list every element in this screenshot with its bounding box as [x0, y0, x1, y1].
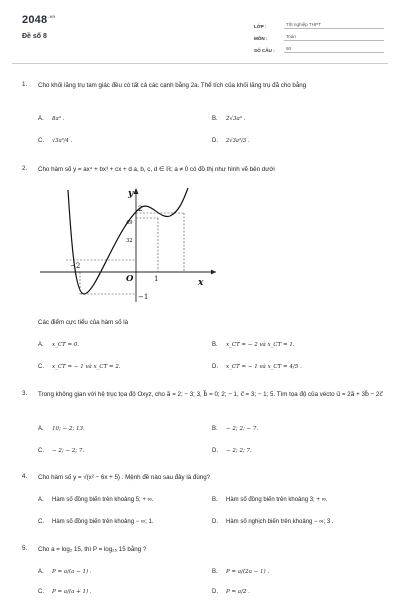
option-text: P = a/(a − 1) . [52, 569, 92, 575]
option-letter: A. [38, 426, 44, 432]
question-4 [22, 473, 384, 482]
option-letter: C. [38, 138, 44, 144]
option-text: − 2; 2; − 7. [226, 426, 259, 432]
question-number: 4. [22, 473, 28, 480]
question-number: 5. [22, 545, 28, 552]
meta-label: LỚP : [254, 24, 267, 29]
option-letter: B. [212, 569, 218, 575]
option-a[interactable] [38, 342, 79, 348]
meta-value: 50 [284, 46, 384, 53]
option-a[interactable] [38, 116, 64, 122]
option-letter: C. [38, 448, 44, 454]
option-letter: B. [212, 342, 218, 348]
option-text: P = a/(a + 1) . [52, 589, 92, 595]
option-d[interactable] [212, 519, 334, 525]
option-text: − 2; − 2; 7. [52, 448, 85, 454]
option-letter: A. [38, 342, 44, 348]
option-text: √3a³/4 . [52, 138, 73, 144]
x-axis-arrow [211, 270, 216, 275]
question-text: Cho khối lăng trụ tam giác đều có tất cả các cạnh bằng 2a. Thể tích của khối lăng trụ đã cho bằng [38, 82, 307, 89]
option-c[interactable] [38, 364, 121, 370]
tick-label-neg-2: −2 [70, 262, 81, 270]
option-c[interactable] [38, 519, 154, 525]
question-text: Cho a = log₂ 15, thì P = log₂₅ 15 bằng ? [38, 546, 147, 553]
option-c[interactable] [38, 448, 84, 454]
tick-label-1: 1 [154, 275, 159, 283]
option-text: 8a³ . [52, 116, 65, 122]
question-subtext: Các điểm cực tiểu của hàm số là [38, 319, 129, 326]
option-letter: A. [38, 569, 44, 575]
option-letter: D. [212, 519, 218, 525]
question-1 [22, 81, 384, 90]
option-text: x_CT = − 2 và x_CT = 1. [226, 342, 295, 348]
site-logo[interactable] [22, 14, 55, 26]
option-letter: C. [38, 519, 44, 525]
option-letter: A. [38, 116, 44, 122]
option-text: x_CT = 0. [52, 342, 80, 348]
option-a[interactable] [38, 497, 154, 503]
option-text: Hàm số đồng biến trên khoảng 3; + ∞. [226, 497, 328, 503]
option-b[interactable] [212, 116, 245, 122]
y-axis-label: y [128, 189, 134, 199]
x-axis-label: x [198, 278, 204, 288]
logo-suffix: .vn [48, 14, 56, 20]
option-c[interactable] [38, 138, 72, 144]
question-number: 2. [22, 165, 28, 172]
exam-meta [254, 18, 384, 54]
option-letter: C. [38, 589, 44, 595]
meta-row-subject [254, 30, 384, 41]
option-letter: D. [212, 448, 218, 454]
option-d[interactable] [212, 364, 302, 370]
option-text: − 2; 2; 7. [226, 448, 252, 454]
option-text: Hàm số đồng biến trên khoảng 5; + ∞. [52, 497, 154, 503]
question-number: 3. [22, 390, 28, 397]
origin-label: O [126, 274, 134, 284]
option-letter: B. [212, 497, 218, 503]
option-b[interactable] [212, 342, 295, 348]
question-number: 1. [22, 81, 28, 88]
option-letter: D. [212, 138, 218, 144]
tick-label-49: 49 [126, 220, 133, 226]
option-text: Hàm số đồng biến trên khoảng − ∞; 1. [52, 519, 154, 525]
option-b[interactable] [212, 426, 258, 432]
meta-label: MÔN : [254, 36, 268, 41]
question-text: Cho hàm số y = ax⁴ + bx³ + cx + d a, b, c, d ∈ ℝ; a ≠ 0 có đồ thị như hình vẽ bên dưới [38, 166, 275, 173]
meta-value: Tốt nghiệp THPT [284, 22, 384, 29]
option-d[interactable] [212, 448, 252, 454]
option-text: Hàm số nghịch biến trên khoảng − ∞; 3 . [226, 519, 334, 525]
option-letter: D. [212, 589, 218, 595]
option-letter: A. [38, 497, 44, 503]
question-text: Trong không gian với hệ trục tọa độ Oxyz, cho a⃗ = 2; − 3; 3, b⃗ = 0; 2; − 1, c⃗ = 3; − 1; 5. Tìm tọa độ của vécto u⃗ = 2a⃗ + 3b⃗ − 2c⃗ [38, 391, 383, 398]
meta-row-count [254, 42, 384, 53]
graph-svg [36, 184, 222, 304]
option-text: P = a/2 . [226, 589, 250, 595]
logo-text: 2048 [22, 14, 48, 26]
header-divider [12, 63, 388, 64]
tick-label-2: 2 [138, 205, 143, 213]
question-2-prompt [22, 318, 384, 327]
meta-value: Toán [284, 34, 384, 41]
option-d[interactable] [212, 138, 249, 144]
meta-label: SỐ CÂU : [254, 48, 275, 53]
option-b[interactable] [212, 497, 328, 503]
option-d[interactable] [212, 589, 250, 595]
function-graph [36, 184, 222, 304]
option-text: 2√3a³/3 . [226, 138, 250, 144]
option-letter: B. [212, 426, 218, 432]
question-text: Cho hàm số y = √(x² − 6x + 5) . Mệnh đề nào sau đây là đúng? [38, 474, 211, 481]
question-5 [22, 545, 384, 554]
exam-title: Đề số 8 [22, 33, 47, 40]
option-text: 2√3a³ . [226, 116, 246, 122]
page-header [0, 0, 400, 62]
option-text: 10; − 2; 13. [52, 426, 85, 432]
option-text: x_CT = − 1 và x_CT = 4/5 . [226, 364, 302, 370]
option-text: x_CT = − 1 và x_CT = 2. [52, 364, 121, 370]
option-text: P = a/(2a − 1) . [226, 569, 270, 575]
option-c[interactable] [38, 589, 92, 595]
question-2 [22, 165, 384, 174]
option-a[interactable] [38, 426, 85, 432]
question-3 [22, 390, 384, 399]
tick-label-neg-1: −1 [138, 293, 149, 301]
option-a[interactable] [38, 569, 92, 575]
y-axis-arrow [134, 188, 139, 194]
meta-row-class [254, 18, 384, 29]
option-letter: D. [212, 364, 218, 370]
option-letter: B. [212, 116, 218, 122]
tick-label-32: 32 [126, 238, 133, 244]
option-b[interactable] [212, 569, 269, 575]
option-letter: C. [38, 364, 44, 370]
